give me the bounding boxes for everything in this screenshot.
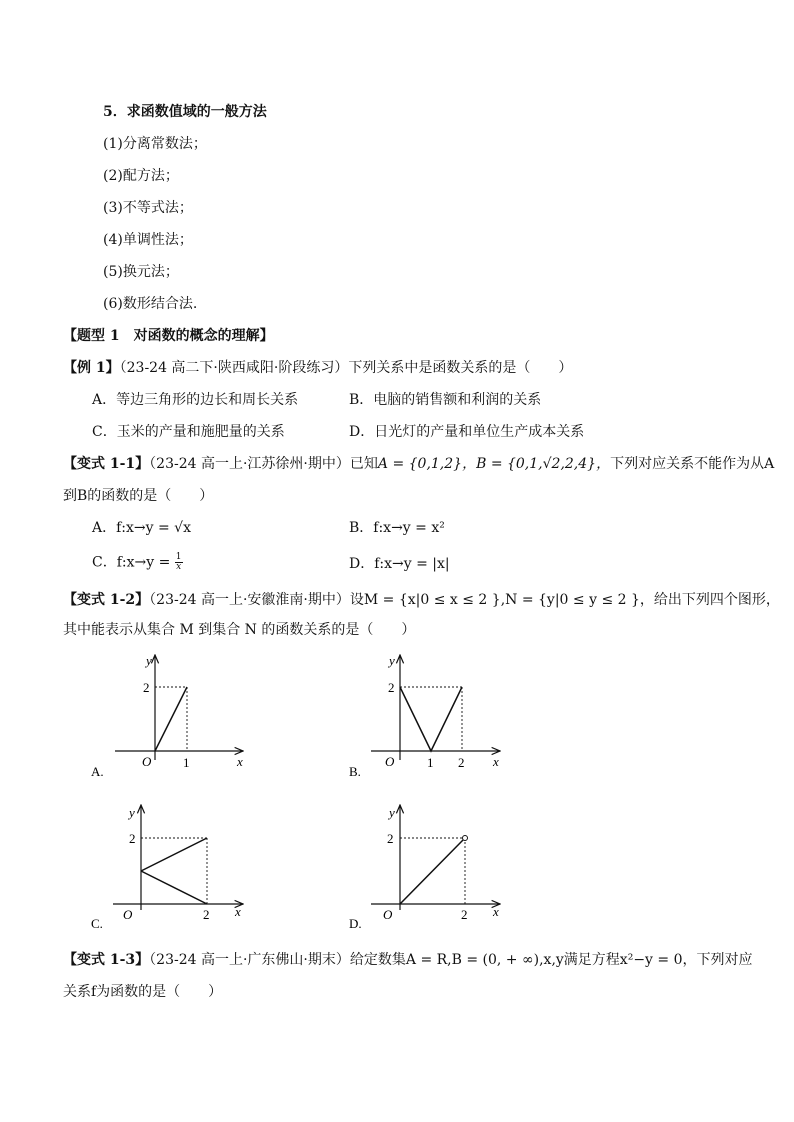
- origin-label: O: [385, 754, 395, 769]
- set-b: B = {0,1,√2,2,4}，: [476, 456, 611, 472]
- method-item: (5)换元法；: [103, 264, 179, 280]
- graph-b: [345, 645, 520, 785]
- tick-label: 2: [387, 831, 394, 846]
- variant-1-1-line2: 到B的函数的是（ ）: [63, 488, 214, 504]
- origin-label: O: [123, 907, 133, 922]
- variant-tag: 【变式 1-2】: [63, 592, 150, 608]
- method-item: (1)分离常数法；: [103, 136, 207, 152]
- variant-1-2-question: [63, 591, 780, 609]
- x-label: x: [493, 754, 499, 769]
- tick-label: 2: [203, 907, 210, 922]
- x-label: x: [235, 904, 241, 919]
- graph-line: [400, 840, 463, 904]
- variant-tag: 【变式 1-3】: [63, 952, 150, 968]
- example-text: （23-24 高二下·陕西咸阳·阶段练习）下列关系中是函数关系的是（ ）: [119, 360, 573, 376]
- variant-1-3-line2: 关系f为函数的是（ ）: [63, 984, 223, 1000]
- example-1-question: [63, 359, 572, 377]
- option-a: A．等边三角形的边长和周长关系: [92, 392, 299, 408]
- option-b: B．f:x→y = x²: [349, 520, 445, 536]
- variant-text: （23-24 高一上·广东佛山·期末）给定数集A = R,B = (0, + ∞),x,y满足方程x²−y = 0，下列对应: [149, 952, 753, 968]
- method-item: (6)数形结合法.: [103, 296, 198, 312]
- example-tag: 【例 1】: [63, 360, 120, 376]
- variant-text: （23-24 高一上·安徽淮南·期中）设M = {x|0 ≤ x ≤ 2 },N = {y|0 ≤ y ≤ 2 }，给出下列四个图形，: [149, 592, 780, 608]
- option-d: D．日光灯的产量和单位生产成本关系: [349, 424, 585, 440]
- graph-line: [141, 838, 207, 871]
- tick-label: 2: [461, 907, 468, 922]
- variant-1-2-line2: 其中能表示从集合 M 到集合 N 的函数关系的是（ ）: [63, 622, 416, 638]
- y-label: y: [146, 653, 152, 668]
- option-c: [92, 553, 183, 572]
- variant-tail: 下列对应关系不能作为从A: [610, 456, 775, 472]
- section-heading: 5．求函数值域的一般方法: [103, 104, 267, 120]
- tick-label: 2: [458, 755, 465, 770]
- y-label: y: [389, 805, 395, 820]
- graph-option-label: C.: [91, 916, 103, 931]
- graph-option-label: A.: [91, 764, 104, 779]
- option-b: B．电脑的销售额和利润的关系: [349, 392, 542, 408]
- tick-label: 2: [143, 680, 150, 695]
- graph-d: [345, 795, 520, 935]
- tick-label: 1: [183, 755, 190, 770]
- graph-line: [141, 871, 207, 904]
- variant-tag: 【变式 1-1】: [63, 456, 150, 472]
- graph-option-label: B.: [349, 764, 361, 779]
- graph-c: [85, 795, 260, 935]
- graph-line: [400, 687, 462, 751]
- type-heading: 【题型 1 对函数的概念的理解】: [63, 328, 274, 344]
- variant-1-3-question: [63, 951, 753, 969]
- tick-label: 1: [427, 755, 434, 770]
- open-endpoint: [463, 836, 468, 841]
- variant-source: （23-24 高一上·江苏徐州·期中）已知: [149, 456, 378, 472]
- fraction-numerator: 1: [175, 552, 182, 562]
- origin-label: O: [142, 754, 152, 769]
- x-label: x: [237, 754, 243, 769]
- tick-label: 2: [129, 831, 136, 846]
- fraction: [175, 553, 183, 572]
- option-c: C．玉米的产量和施肥量的关系: [92, 424, 285, 440]
- method-item: (4)单调性法；: [103, 232, 193, 248]
- y-label: y: [389, 653, 395, 668]
- method-item: (2)配方法；: [103, 168, 179, 184]
- variant-1-1-question: [63, 455, 774, 473]
- x-label: x: [493, 904, 499, 919]
- option-d: D．f:x→y = |x|: [349, 556, 450, 572]
- origin-label: O: [383, 907, 393, 922]
- set-a: A = {0,1,2}，: [377, 456, 477, 472]
- graph-a: [85, 645, 260, 785]
- method-item: (3)不等式法；: [103, 200, 193, 216]
- fraction-denominator: x: [176, 562, 182, 572]
- option-c-prefix: C．f:x→y =: [92, 554, 175, 571]
- graph-option-label: D.: [349, 916, 362, 931]
- graph-line: [155, 687, 187, 751]
- y-label: y: [129, 805, 135, 820]
- tick-label: 2: [388, 680, 395, 695]
- option-a: A．f:x→y = √x: [92, 520, 191, 536]
